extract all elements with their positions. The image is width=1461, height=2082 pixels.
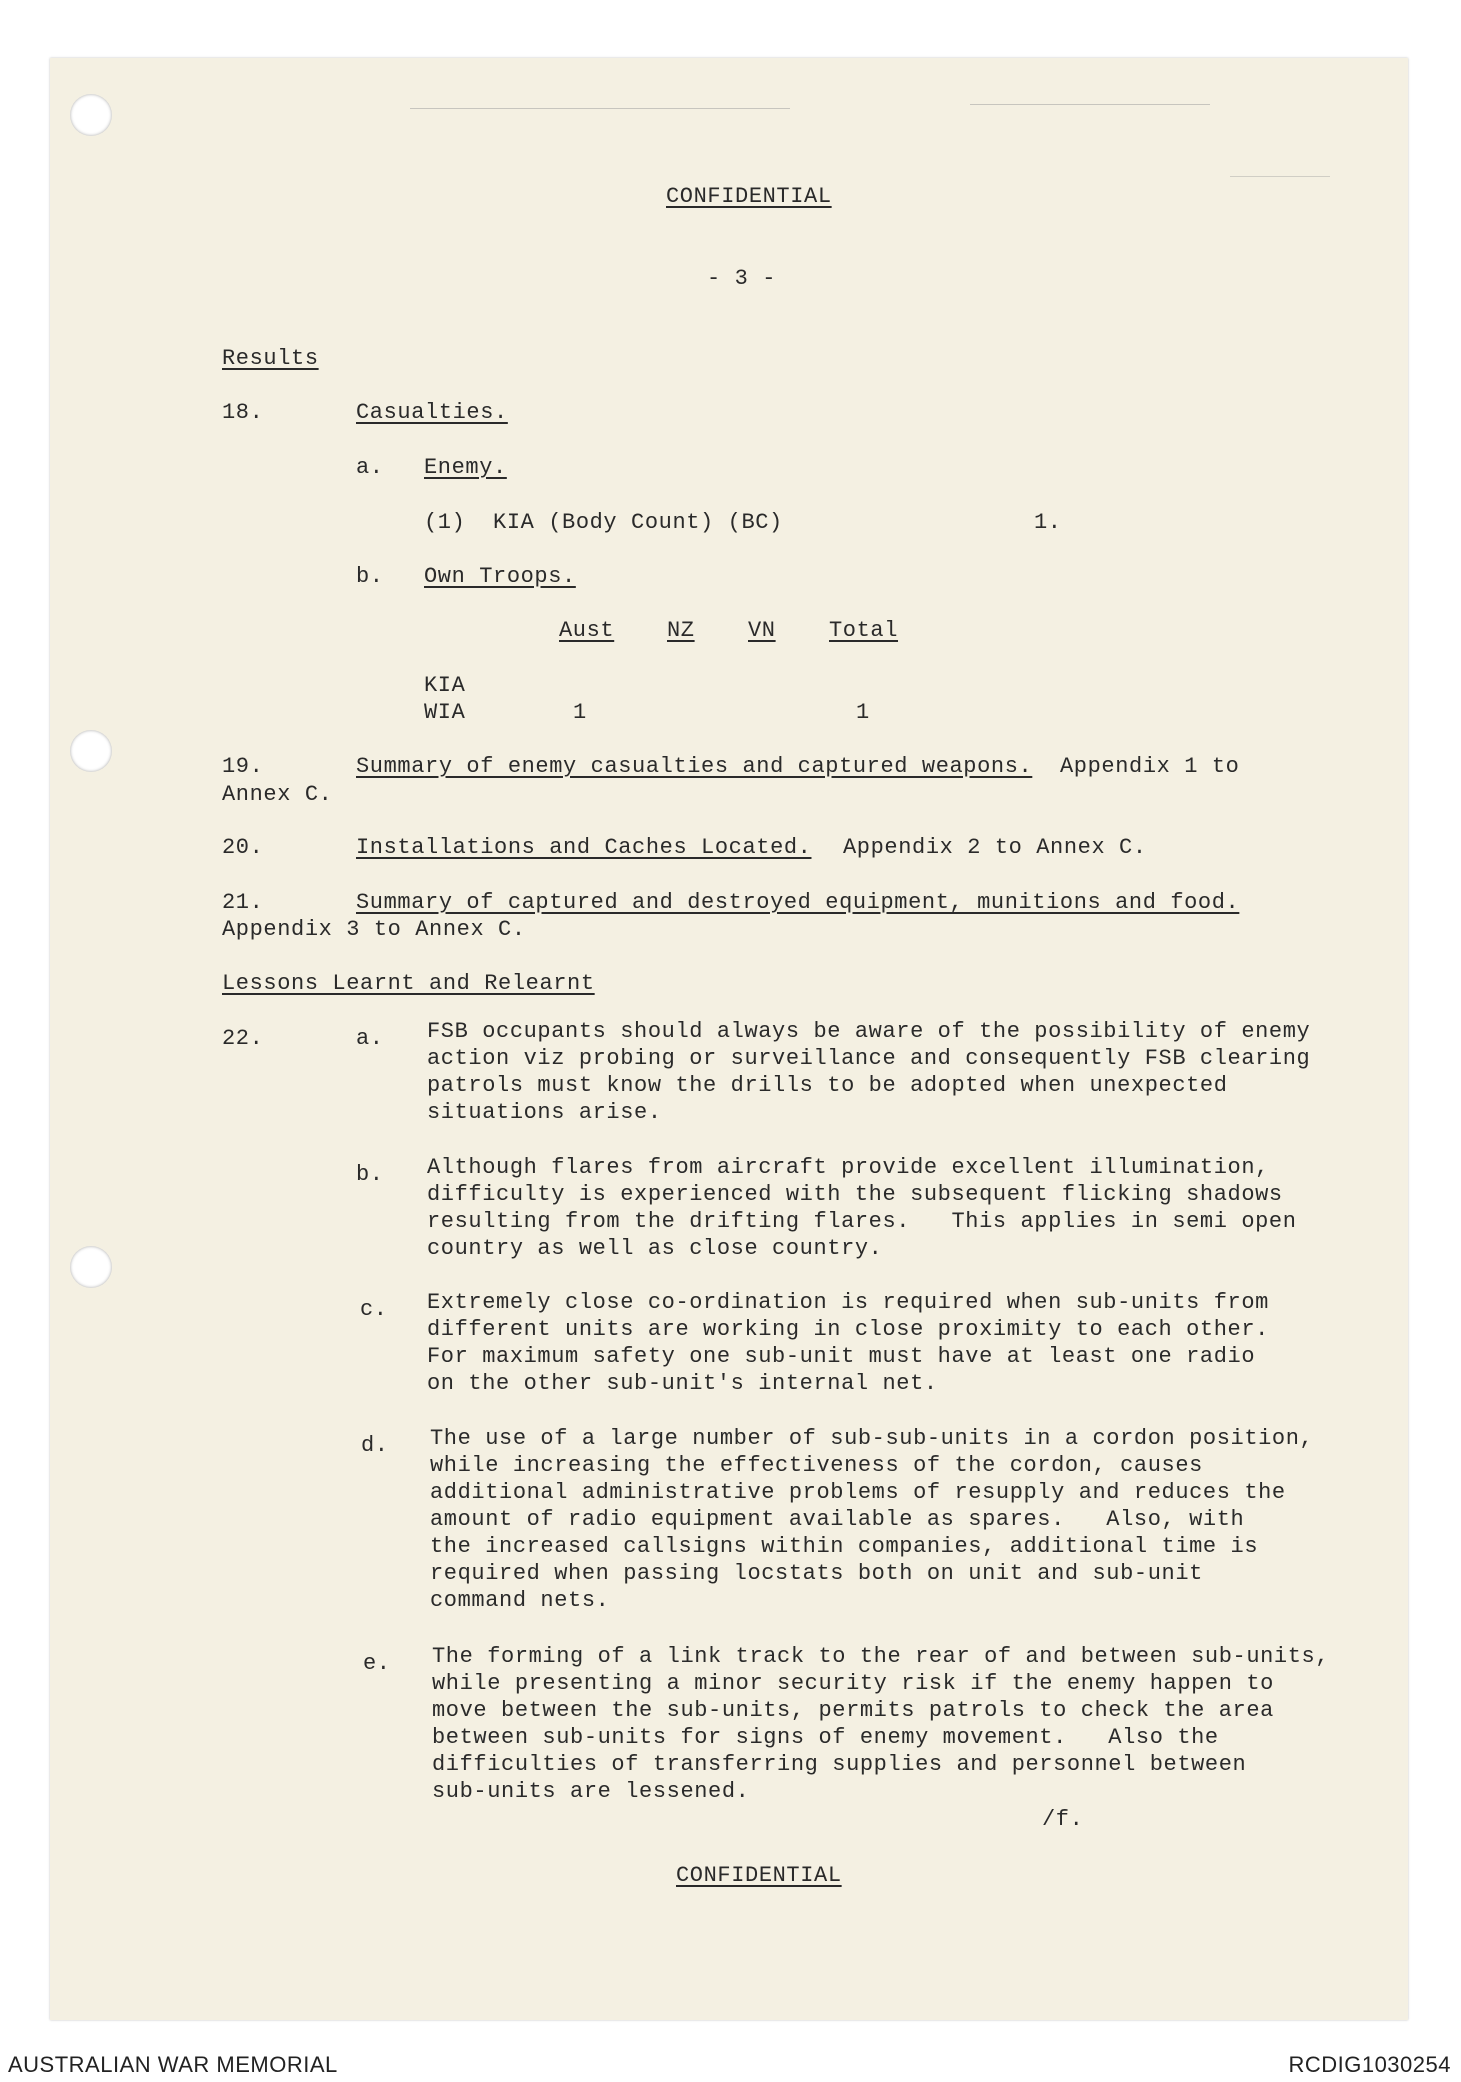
scan-mark [970, 104, 1210, 105]
lesson-d-text: The use of a large number of sub-sub-units in a cordon position, while increasing the effectiveness of the cordon, causes additional administrative problems of resupply and reduces the amount of radio equipment available as spares. Also, with the increased callsigns within companies, additional time is required when passing locstats both on unit and sub-unit command nets. [430, 1426, 1314, 1613]
punch-hole-top [70, 94, 112, 136]
lesson-a-label: a. [356, 1026, 384, 1051]
para-18a-item: (1) KIA (Body Count) (BC) [424, 510, 783, 535]
punch-hole-lower [70, 1246, 112, 1288]
punch-hole-middle [70, 730, 112, 772]
para-21-number: 21. [222, 890, 264, 915]
cell-wia-aust: 1 [573, 700, 587, 725]
lesson-e-text: The forming of a link track to the rear of and between sub-units, while presenting a minor security risk if the enemy happen to move between the sub-units, permits patrols to check the area between sub-units for signs of enemy movement. Also the difficulties of transferring supplies and personnel between sub-units are lessened. [432, 1644, 1330, 1804]
para-18b-title: Own Troops. [424, 564, 576, 589]
para-18a-value: 1. [1034, 510, 1062, 535]
archive-id: RCDIG1030254 [1288, 2052, 1451, 2077]
col-header-nz: NZ [667, 618, 695, 643]
lesson-c-label: c. [360, 1297, 388, 1322]
section-heading-results: Results [222, 346, 319, 371]
para-18-title: Casualties. [356, 400, 508, 425]
row-label-wia: WIA [424, 700, 466, 725]
para-20-ref: Appendix 2 to Annex C. [843, 835, 1147, 860]
cell-wia-total: 1 [856, 700, 870, 725]
para-19-title: Summary of enemy casualties and captured weapons. [356, 754, 1033, 779]
lesson-b-label: b. [356, 1162, 384, 1187]
lesson-b-text: Although flares from aircraft provide excellent illumination, difficulty is experienced with the subsequent flicking shadows resulting from the drifting flares. This applies in semi open country as well as close country. [427, 1155, 1297, 1261]
lesson-d-label: d. [361, 1433, 389, 1458]
row-label-kia: KIA [424, 673, 466, 698]
para-19-cont: Annex C. [222, 782, 333, 807]
para-21-title: Summary of captured and destroyed equipment, munitions and food. [356, 890, 1240, 915]
lesson-c-text: Extremely close co-ordination is required when sub-units from different units are working in close proximity to each other. For maximum safety one sub-unit must have at least one radio on the other sub-unit's internal net. [427, 1290, 1269, 1396]
para-18b-label: b. [356, 564, 384, 589]
continuation-marker: /f. [1042, 1807, 1084, 1832]
para-19-ref: Appendix 1 to [1060, 754, 1240, 779]
para-21-cont: Appendix 3 to Annex C. [222, 917, 526, 942]
col-header-total: Total [829, 618, 899, 643]
para-20-number: 20. [222, 835, 264, 860]
lesson-e-label: e. [363, 1651, 391, 1676]
archive-credit: AUSTRALIAN WAR MEMORIAL [8, 2052, 338, 2077]
scan-mark [410, 108, 790, 109]
classification-footer: CONFIDENTIAL [676, 1863, 842, 1888]
para-18a-title: Enemy. [424, 455, 507, 480]
para-19-number: 19. [222, 754, 264, 779]
col-header-vn: VN [748, 618, 776, 643]
scan-mark [1230, 176, 1330, 177]
classification-header: CONFIDENTIAL [666, 184, 832, 209]
lesson-a-text: FSB occupants should always be aware of the possibility of enemy action viz probing or surveillance and consequently FSB clearing patrols must know the drills to be adopted when unexpected situations arise. [427, 1019, 1311, 1125]
section-heading-lessons: Lessons Learnt and Relearnt [222, 971, 595, 996]
para-20-title: Installations and Caches Located. [356, 835, 812, 860]
para-18a-label: a. [356, 455, 384, 480]
para-18-number: 18. [222, 400, 264, 425]
para-22-number: 22. [222, 1026, 264, 1051]
col-header-aust: Aust [559, 618, 615, 643]
page-number: - 3 - [707, 266, 777, 291]
